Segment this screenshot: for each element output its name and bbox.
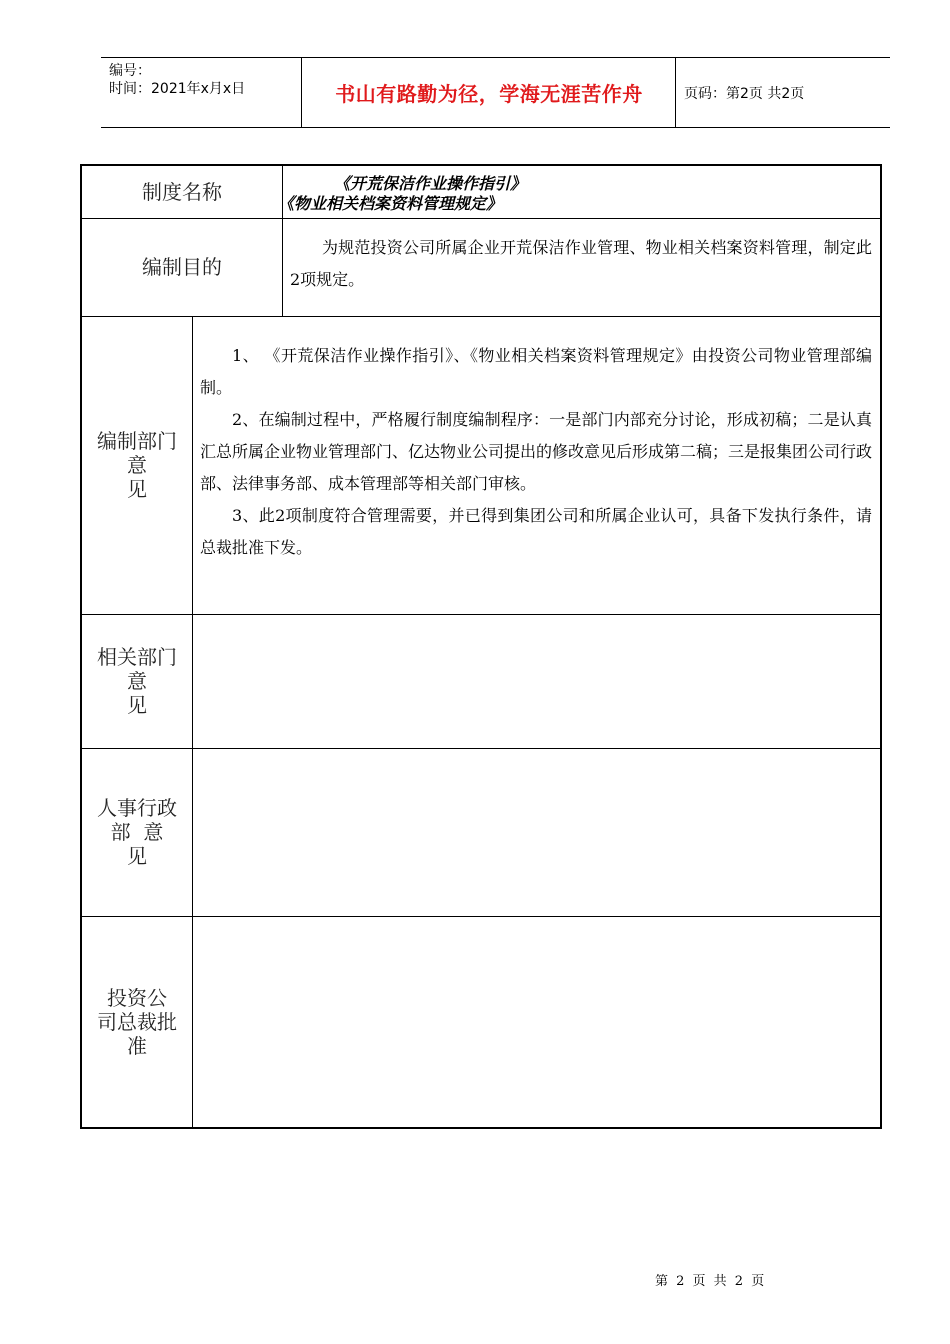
label-line: 人事行政	[97, 796, 177, 820]
header-page-number: 页码：第2页 共2页	[684, 85, 805, 102]
label-line: 意	[127, 669, 147, 693]
label-president-approval	[82, 916, 192, 1127]
column-divider	[282, 166, 283, 316]
label-line: 投资公	[107, 985, 167, 1010]
label-line: 相关部门	[97, 645, 177, 669]
purpose-paragraph: 为规范投资公司所属企业开荒保洁作业管理、物业相关档案资料管理，制定此2项规定。	[290, 238, 872, 289]
label-regulation-name: 制度名称	[142, 180, 222, 204]
label-line: 见	[127, 477, 147, 501]
label-hr-admin-opinion	[82, 748, 192, 916]
regulation-title: 《物业相关档案资料管理规定》	[278, 194, 503, 213]
label-line: 意	[127, 453, 147, 477]
label-line: 编制部门	[97, 429, 177, 453]
header-divider	[675, 58, 676, 127]
purpose-text	[290, 232, 872, 296]
header-motto: 书山有路勤为径，学海无涯苦作舟	[335, 82, 643, 106]
page-footer: 第 2 页 共 2 页	[655, 1274, 765, 1289]
label-line: 部 意	[110, 820, 164, 844]
label-related-dept-opinion	[82, 614, 192, 748]
approval-form-table	[80, 164, 882, 1129]
time-label: 时间：2021年x月x日	[109, 81, 246, 97]
label-drafting-dept-opinion	[82, 316, 192, 614]
row-divider	[82, 316, 880, 317]
opinion-paragraph: 2、在编制过程中，严格履行制度编制程序：一是部门内部充分讨论，形成初稿；二是认真汇总所属企业物业管理部门、亿达物业公司提出的修改意见后形成第二稿；三是报集团公司行政部、法律事务部、成本管理部等相关部门审核。	[200, 410, 873, 493]
label-line: 见	[127, 844, 147, 868]
related-dept-opinion-field[interactable]	[193, 615, 880, 748]
serial-number-label: 编号：	[109, 63, 151, 79]
label-line: 准	[127, 1033, 147, 1058]
regulation-title: 《开荒保洁作业操作指引》	[334, 174, 527, 193]
opinion-paragraph: 3、此2项制度符合管理需要，并已得到集团公司和所属企业认可，具备下发执行条件，请总裁批准下发。	[200, 506, 872, 557]
opinion-paragraph: 1、 《开荒保洁作业操作指引》、《物业相关档案资料管理规定》由投资公司物业管理部编制。	[200, 346, 872, 397]
hr-admin-opinion-field[interactable]	[193, 749, 880, 916]
label-purpose: 编制目的	[142, 255, 222, 279]
page-header	[101, 57, 890, 128]
header-meta	[109, 62, 245, 98]
label-line: 司总裁批	[97, 1009, 177, 1034]
drafting-dept-opinion-text	[200, 340, 872, 564]
label-line: 见	[127, 693, 147, 717]
president-approval-field[interactable]	[193, 917, 880, 1127]
